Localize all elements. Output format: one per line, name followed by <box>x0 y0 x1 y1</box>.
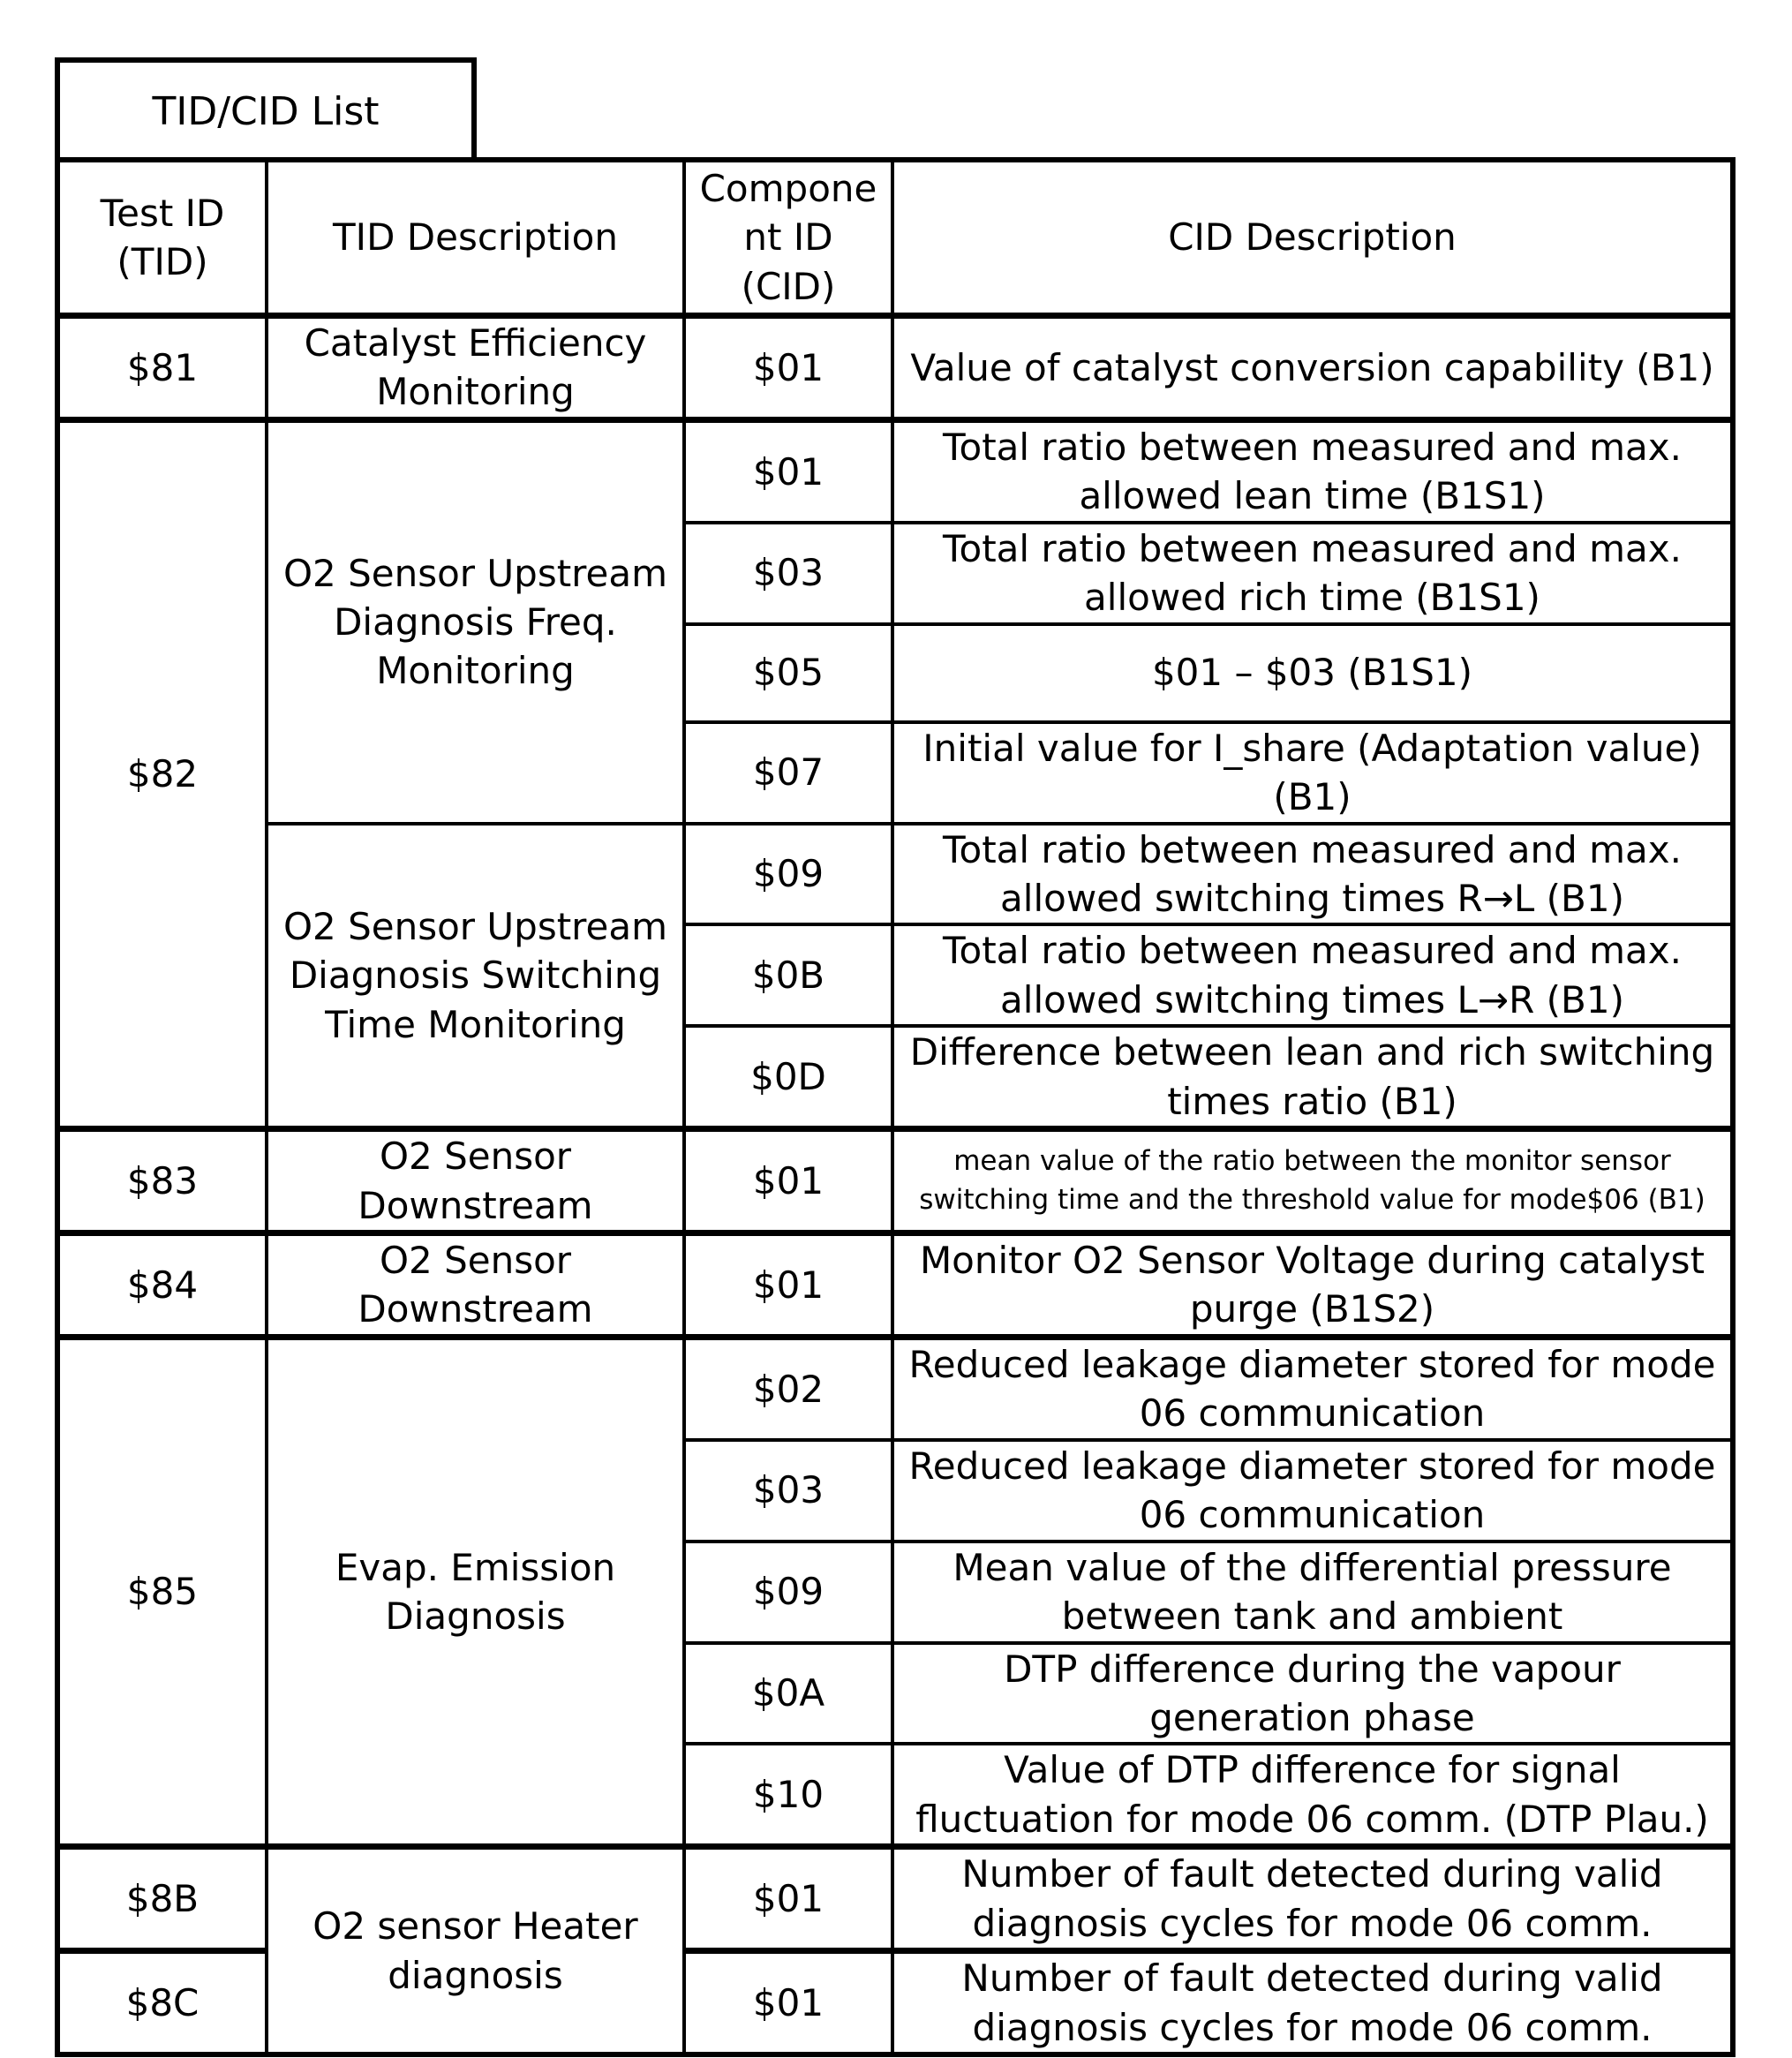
table-row <box>57 824 1733 925</box>
table-row <box>57 1129 1733 1233</box>
cid-description-cell: Mean value of the differential pressure between tank and ambient <box>892 1542 1733 1643</box>
cid-cell: $01 <box>684 1129 892 1233</box>
cid-cell: $09 <box>684 824 892 925</box>
cid-description-cell: Number of fault detected during valid diagnosis cycles for mode 06 comm. <box>892 1847 1733 1951</box>
cid-cell: $01 <box>684 1951 892 2054</box>
cid-description-cell: Initial value for I_share (Adaptation value) (B1) <box>892 722 1733 824</box>
cid-cell: $09 <box>684 1542 892 1643</box>
cid-description-cell: mean value of the ratio between the monitor sensor switching time and the threshold value for mode$06 (B1) <box>892 1129 1733 1233</box>
cid-cell: $05 <box>684 624 892 722</box>
cid-cell: $0D <box>684 1026 892 1128</box>
tid-description-cell: O2 Sensor Upstream Diagnosis Freq. Monitoring <box>267 419 684 823</box>
tid-description-cell: O2 Sensor Upstream Diagnosis Switching Time Monitoring <box>267 824 684 1129</box>
cid-cell: $0B <box>684 924 892 1026</box>
tid-description-cell: O2 sensor Heater diagnosis <box>267 1847 684 2054</box>
cid-description-cell: DTP difference during the vapour generation phase <box>892 1643 1733 1745</box>
tid-description-cell: Evap. Emission Diagnosis <box>267 1337 684 1846</box>
cid-description-cell: Monitor O2 Sensor Voltage during catalyst purge (B1S2) <box>892 1233 1733 1338</box>
cid-cell: $10 <box>684 1744 892 1846</box>
cid-description-cell: Total ratio between measured and max. allowed rich time (B1S1) <box>892 523 1733 624</box>
cid-cell: $03 <box>684 1440 892 1542</box>
cid-cell: $01 <box>684 1847 892 1951</box>
list-title: TID/CID List <box>55 57 477 160</box>
table-row <box>57 419 1733 522</box>
tid-cell: $82 <box>57 419 267 1128</box>
cid-description-cell: $01 – $03 (B1S1) <box>892 624 1733 722</box>
tid-cell: $8B <box>57 1847 267 1951</box>
table-row <box>57 316 1733 420</box>
tid-description-cell: O2 Sensor Downstream <box>267 1233 684 1338</box>
cid-cell: $02 <box>684 1337 892 1439</box>
cid-cell: $0A <box>684 1643 892 1745</box>
table-row <box>57 1337 1733 1439</box>
tid-cell: $81 <box>57 316 267 420</box>
tid-description-cell: O2 Sensor Downstream <box>267 1129 684 1233</box>
cid-description-cell: Reduced leakage diameter stored for mode 06 communication <box>892 1440 1733 1542</box>
cid-description-cell: Total ratio between measured and max. allowed lean time (B1S1) <box>892 419 1733 522</box>
cid-description-cell: Difference between lean and rich switching times ratio (B1) <box>892 1026 1733 1128</box>
header-tid-description: TID Description <box>267 160 684 316</box>
table-row <box>57 1233 1733 1338</box>
tid-cell: $85 <box>57 1337 267 1846</box>
cid-cell: $07 <box>684 722 892 824</box>
cid-cell: $03 <box>684 523 892 624</box>
cid-description-cell: Number of fault detected during valid diagnosis cycles for mode 06 comm. <box>892 1951 1733 2054</box>
header-tid: Test ID (TID) <box>57 160 267 316</box>
tid-description-cell: Catalyst Efficiency Monitoring <box>267 316 684 420</box>
cid-description-cell: Value of DTP difference for signal fluctuation for mode 06 comm. (DTP Plau.) <box>892 1744 1733 1846</box>
cid-cell: $01 <box>684 316 892 420</box>
cid-description-cell: Total ratio between measured and max. allowed switching times L→R (B1) <box>892 924 1733 1026</box>
cid-description-cell: Value of catalyst conversion capability (B1) <box>892 316 1733 420</box>
table-row <box>57 1847 1733 1951</box>
header-cid-description: CID Description <box>892 160 1733 316</box>
tid-cell: $83 <box>57 1129 267 1233</box>
cid-description-cell: Total ratio between measured and max. allowed switching times R→L (B1) <box>892 824 1733 925</box>
header-row <box>57 160 1733 316</box>
cid-description-cell: Reduced leakage diameter stored for mode 06 communication <box>892 1337 1733 1439</box>
tid-cid-table <box>55 157 1736 2057</box>
cid-cell: $01 <box>684 1233 892 1338</box>
header-cid: Compone nt ID (CID) <box>684 160 892 316</box>
tid-cell: $8C <box>57 1951 267 2054</box>
cid-cell: $01 <box>684 419 892 522</box>
tid-cell: $84 <box>57 1233 267 1338</box>
